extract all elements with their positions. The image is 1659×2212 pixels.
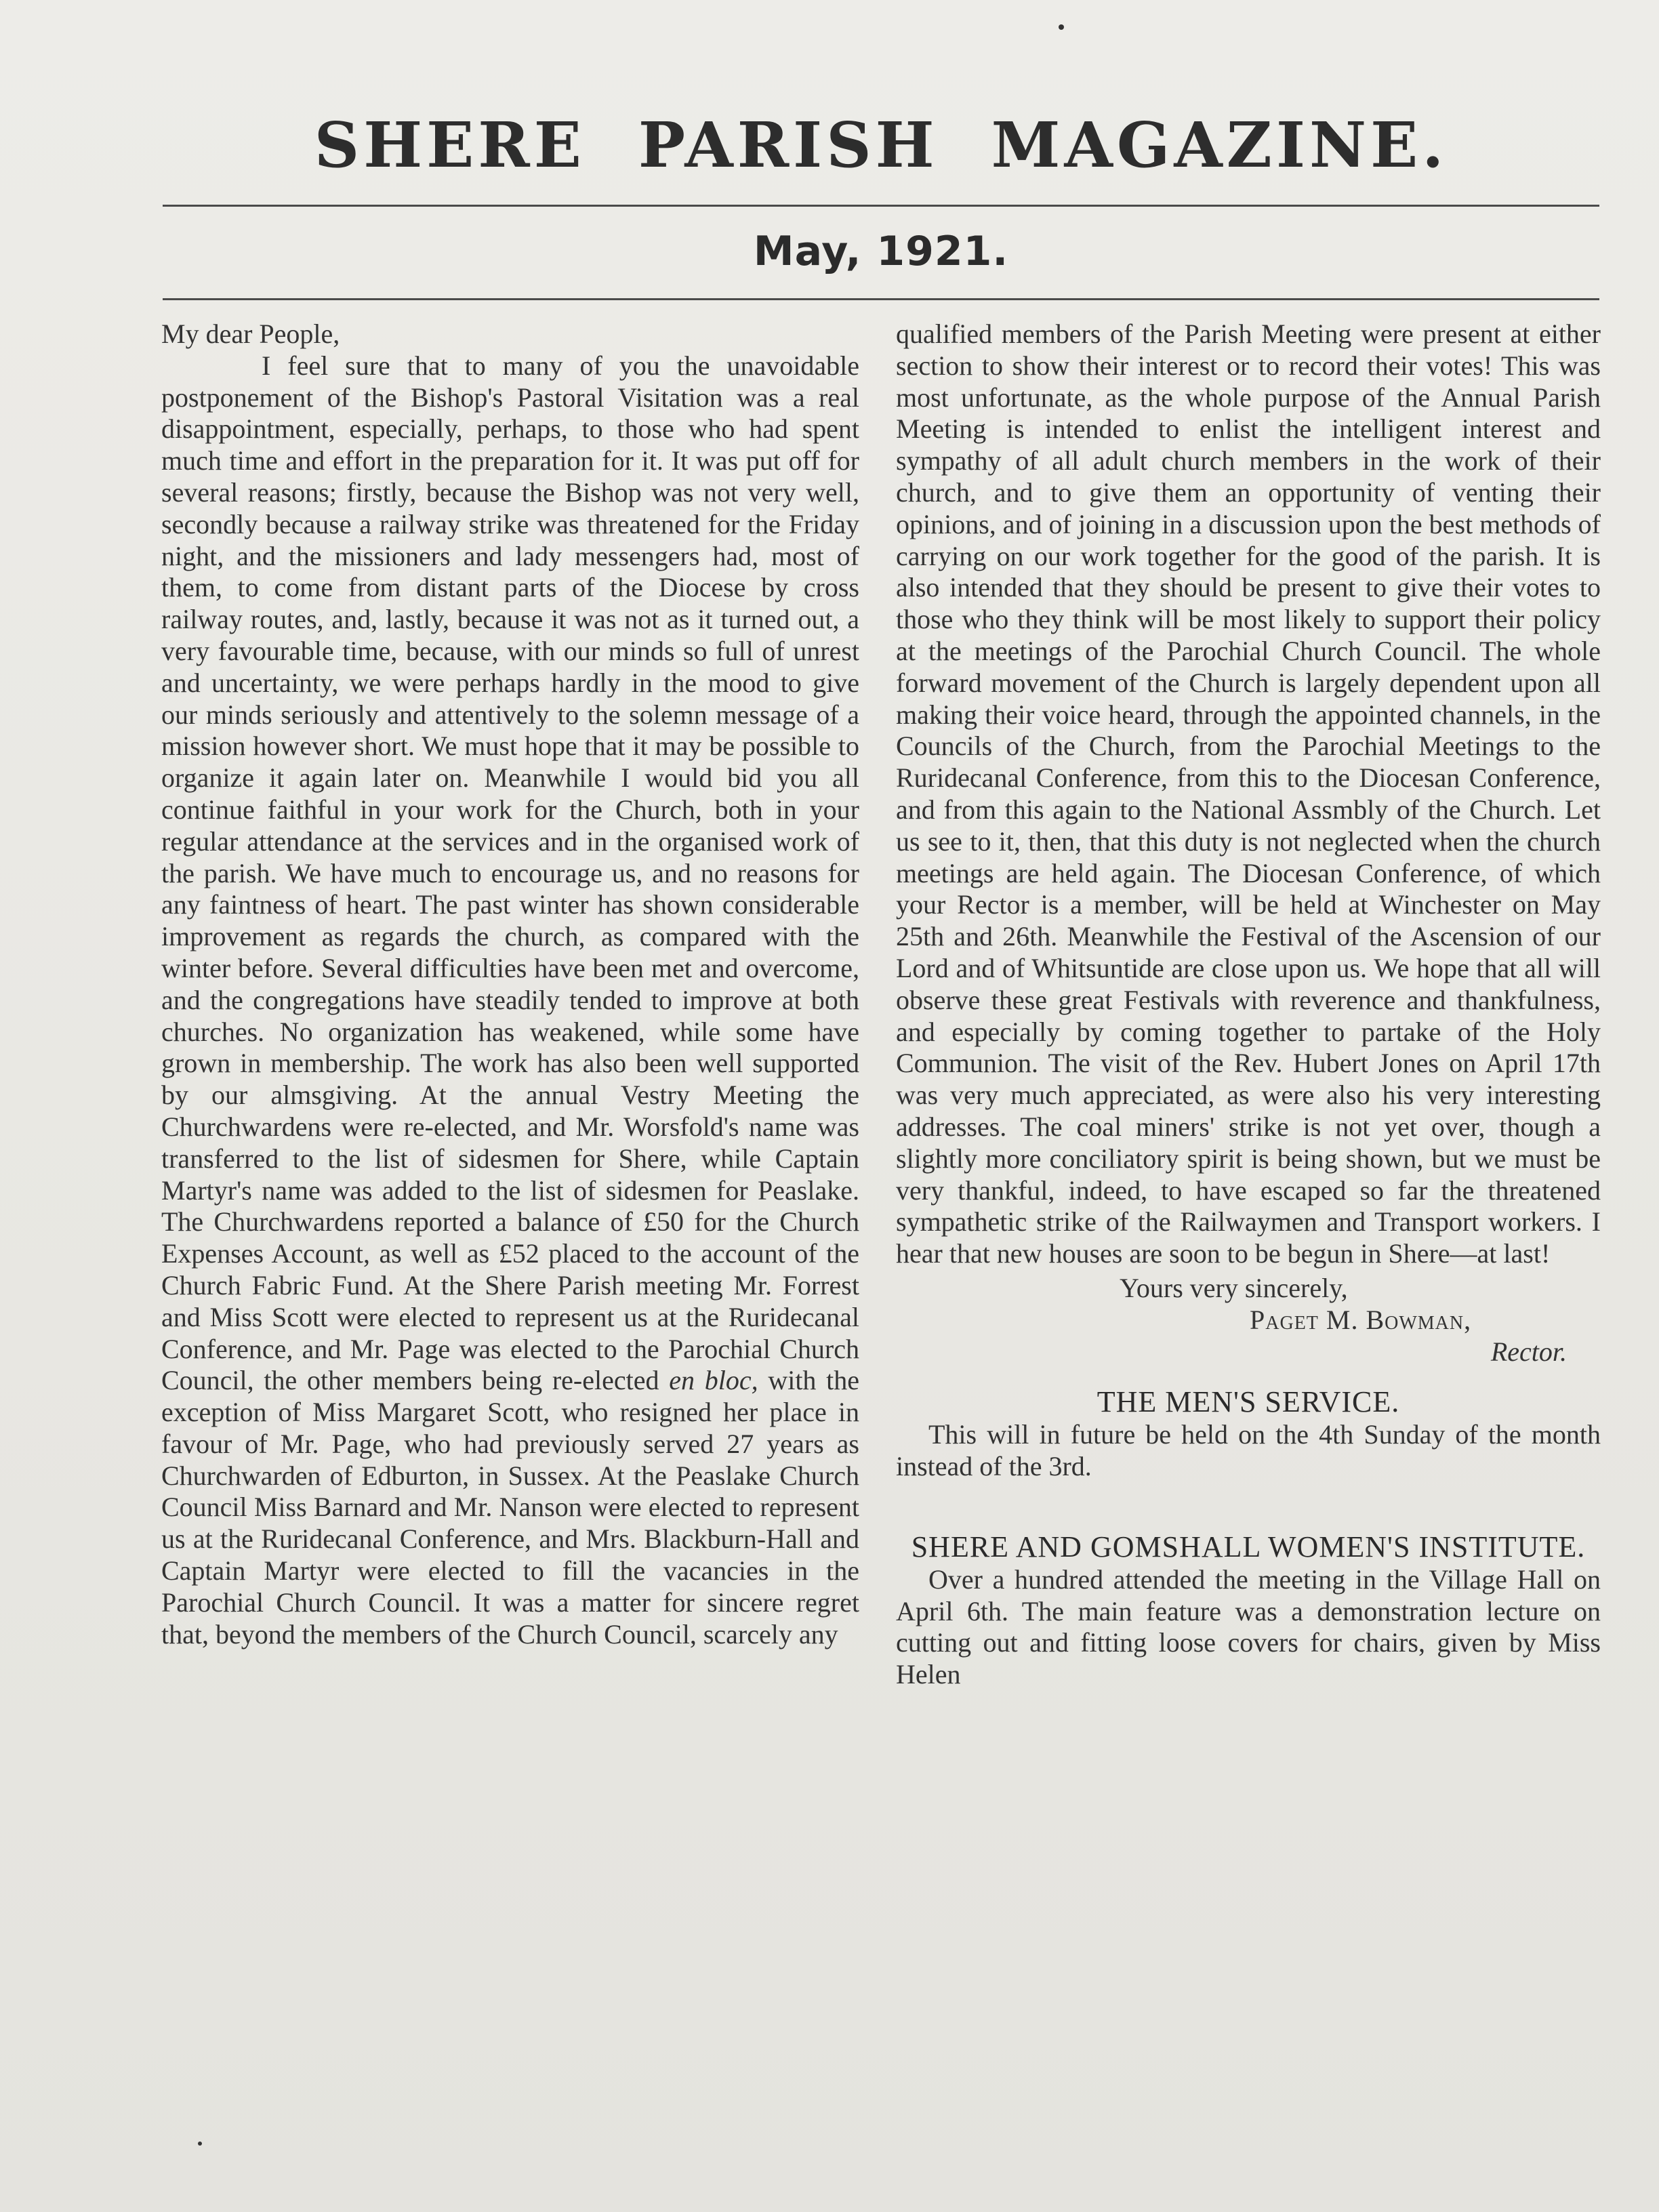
letter-signer: Paget M. Bowman, — [1250, 1304, 1472, 1335]
womens-institute-heading: SHERE AND GOMSHALL WOMEN'S INSTITUTE. — [911, 1530, 1586, 1563]
letter-closing: Yours very sincerely, — [1120, 1272, 1348, 1303]
date-rule — [163, 298, 1599, 300]
letter-salutation: My dear People, — [161, 319, 340, 349]
letter-body-left-end: with the exception of Miss Margaret Scott, who resigned her place in favour of Mr. Page, who had previously served 27 years as Churchwarden of Edburton, in Sussex. At the Peaslake Church Council Miss Barnard and Mr. Nanson were elected to represent us at the Ruridecanal Conference, and Mrs. Blackburn-Hall and Captain Martyr were elected to fill the vacancies in the Parochial Church Council. It was a matter for sincere regret that, beyond the members of the Church Council, scarcely any — [161, 1365, 860, 1650]
right-column — [896, 319, 1601, 1691]
letter-paragraph — [161, 350, 859, 1651]
issue-date: May, 1921. — [753, 228, 1009, 275]
masthead-rule — [163, 205, 1599, 207]
letter-signer-title: Rector. — [1490, 1336, 1567, 1367]
womens-institute-text: Over a hundred attended the meeting in the Village Hall on April 6th. The main feature was a demonstration lecture on cutting out and fitting loose covers for chairs, given by Miss Helen — [896, 1563, 1601, 1690]
letter-body-right: qualified members of the Parish Meeting were present at either section to show their interest or to record their votes! This was most unfortunate, as the whole purpose of the Annual Parish Meeting is intended to enlist the intelligent interest and sympathy of all adult church members in the work of their church, and to give them an opportunity of venting their opinions, and of joining in a discussion upon the best methods of carrying on our work together for the good of the parish. It is also intended that they should be present to give their votes to those who they think will be most likely to support their policy at the meetings of the Parochial Church Council. The whole forward movement of the Church is largely dependent upon all making their voice heard, through the appointed channels, in the Councils of the Church, from the Parochial Meetings to the Ruridecanal Conference, from this to the Diocesan Conference, and from this again to the National Assmbly of the Church. Let us see to it, then, that this duty is not neglected when the church meetings are held again. The Diocesan Conference, of which your Rector is a member, will be held at Winchester on May 25th and 26th. Meanwhile the Festival of the Ascension of our Lord and of Whitsuntide are close upon us. We hope that all will observe these great Festivals with reverence and thankfulness, and especially by coming together to partake of the Holy Communion. The visit of the Rev. Hubert Jones on April 17th was very much appreciated, as were also his very interesting addresses. The coal miners' strike is not yet over, though a slightly more conciliatory spirit is being shown, but we must be very thankful, indeed, to have escaped so far the threatened sympathetic strike of the Railwaymen and Transport workers. I hear that new houses are soon to be begun in Shere—at last! — [896, 319, 1601, 1269]
mens-service-heading: THE MEN'S SERVICE. — [1097, 1385, 1400, 1419]
paper-speck — [198, 2142, 202, 2146]
en-bloc-phrase: en bloc, — [669, 1365, 758, 1396]
left-column — [161, 319, 859, 1650]
mens-service-text: This will in future be held on the 4th Sunday of the month instead of the 3rd. — [896, 1419, 1601, 1482]
letter-body-left: I feel sure that to many of you the unavoidable postponement of the Bishop's Pastoral Visitation was a real disappointment, especially, perhaps, to those who had spent much time and effort in the preparation for it. It was put off for several reasons; firstly, because the Bishop was not very well, secondly because a railway strike was threatened for the Friday night, and the missioners and lady messengers had, most of them, to come from distant parts of the Diocese by cross railway routes, and, lastly, because it was not as it turned out, a very favourable time, because, with our minds so full of unrest and uncertainty, we were perhaps hardly in the mood to give our minds seriously and attentively to the solemn message of a mission however short. We must hope that it may be possible to organize it again later on. Meanwhile I would bid you all continue faithful in your work for the Church, both in your regular attendance at the services and in the organised work of the parish. We have much to encourage us, and no reasons for any faintness of heart. The past winter has shown considerable improvement as regards the church, as compared with the winter before. Several difficulties have been met and overcome, and the congregations have steadily tended to improve at both churches. No organization has weakened, while some have grown in membership. The work has also been well supported by our almsgiving. At the annual Vestry Meeting the Churchwardens were re-elected, and Mr. Worsfold's name was transferred to the list of sidesmen for Shere, while Captain Martyr's name was added to the list of sidesmen for Peaslake. The Churchwardens reported a balance of £50 for the Church Expenses Account, as well as £52 placed to the account of the Church Fabric Fund. At the Shere Parish meeting Mr. Forrest and Miss Scott were elected to represent us at the Ruridecanal Conference, and Mr. Page was elected to the Parochial Church Council, the other members being re-elected — [161, 350, 859, 1396]
letter-signoff — [896, 1273, 1601, 1368]
masthead-title: SHERE PARISH MAGAZINE. — [314, 108, 1448, 182]
paper-speck — [1059, 24, 1064, 30]
